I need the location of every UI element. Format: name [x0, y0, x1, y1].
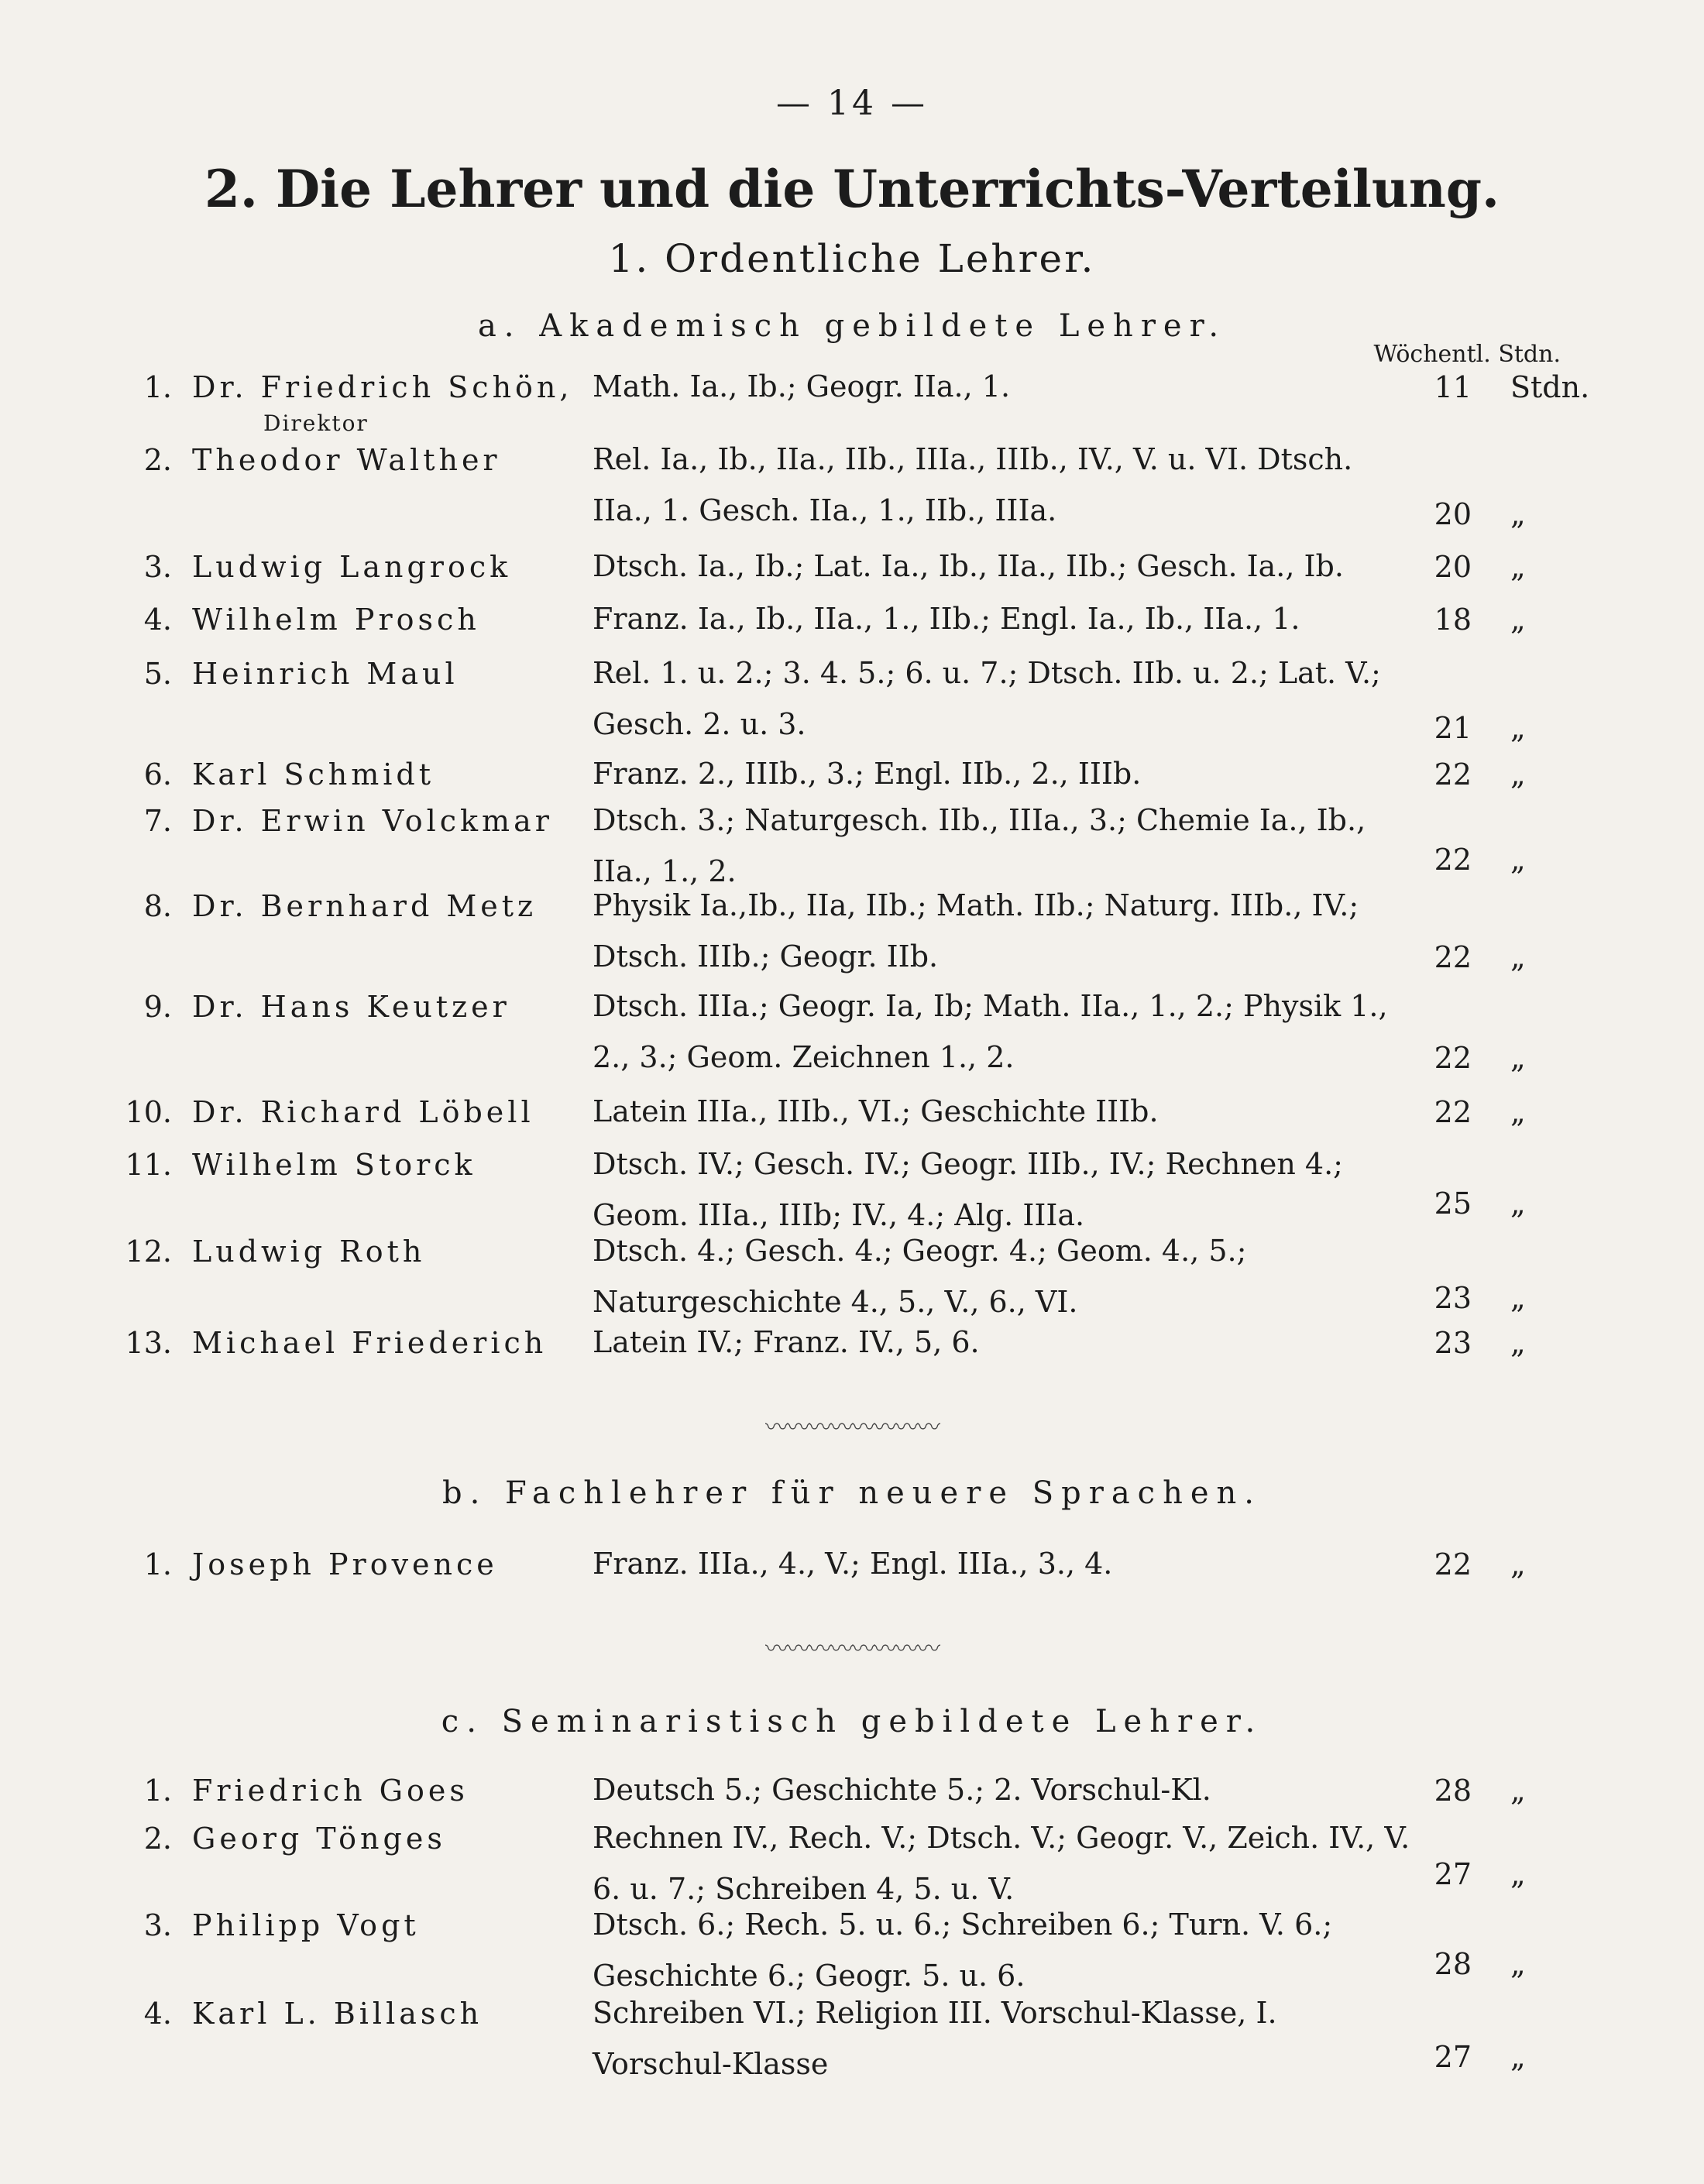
teacher-subjects: Deutsch 5.; Geschichte 5.; 2. Vorschul-Kl.	[593, 1773, 1211, 1807]
page-title: 2. Die Lehrer und die Unterrichts-Verteilung.	[204, 159, 1500, 219]
teacher-hours: 21	[1434, 711, 1472, 745]
teacher-hours: 22	[1434, 940, 1472, 974]
teacher-number: 3.	[143, 1908, 172, 1942]
teacher-hours-unit: Stdn.	[1510, 370, 1590, 404]
teacher-name: Wilhelm Prosch	[192, 603, 480, 637]
teacher-name: Ludwig Roth	[192, 1235, 426, 1269]
teacher-number: 11.	[125, 1148, 172, 1182]
teacher-hours-unit: „	[1510, 843, 1526, 877]
section-c-heading: c. Seminaristisch gebildete Lehrer.	[441, 1704, 1263, 1739]
teacher-subjects: Dtsch. 3.; Naturgesch. IIb., IIIa., 3.; Chemie Ia., Ib., IIa., 1., 2.	[593, 803, 1366, 888]
teacher-hours: 27	[1434, 2040, 1472, 2074]
teacher-subjects: Rechnen IV., Rech. V.; Dtsch. V.; Geogr. V., Zeich. IV., V. 6. u. 7.; Schreiben 4, 5. u. V.	[593, 1821, 1410, 1906]
teacher-number: 2.	[143, 1822, 172, 1856]
teacher-subjects: Franz. 2., IIIb., 3.; Engl. IIb., 2., IIIb.	[593, 757, 1142, 791]
teacher-number: 7.	[143, 804, 172, 838]
teacher-hours-unit: „	[1510, 1547, 1526, 1581]
teacher-subjects: Physik Ia.,Ib., IIa, IIb.; Math. IIb.; Naturg. IIIb., IV.; Dtsch. IIIb.; Geogr. IIb.	[593, 888, 1359, 974]
teacher-name: Wilhelm Storck	[192, 1148, 476, 1182]
teacher-subjects: Dtsch. Ia., Ib.; Lat. Ia., Ib., IIa., IIb.; Gesch. Ia., Ib.	[593, 549, 1344, 583]
teacher-name: Karl L. Billasch	[192, 1997, 483, 2031]
column-header: Wöchentl. Stdn.	[1373, 341, 1561, 368]
teacher-name: Dr. Hans Keutzer	[192, 990, 510, 1024]
teacher-subjects: Rel. Ia., Ib., IIa., IIb., IIIa., IIIb., IV., V. u. VI. Dtsch. IIa., 1. Gesch. IIa., 1., IIb., IIIa.	[593, 442, 1353, 527]
teacher-name: Karl Schmidt	[192, 757, 435, 792]
teacher-number: 2.	[143, 443, 172, 477]
teacher-subjects: Dtsch. IV.; Gesch. IV.; Geogr. IIIb., IV.; Rechnen 4.; Geom. IIIa., IIIb; IV., 4.; Alg. IIIa.	[593, 1147, 1343, 1232]
section-a-heading: a. Akademisch gebildete Lehrer.	[477, 308, 1227, 344]
teacher-subjects: Dtsch. 6.; Rech. 5. u. 6.; Schreiben 6.; Turn. V. 6.; Geschichte 6.; Geogr. 5. u. 6.	[593, 1908, 1333, 1993]
teacher-name: Joseph Provence	[192, 1547, 498, 1581]
teacher-name: Dr. Bernhard Metz	[192, 889, 538, 923]
teacher-hours: 22	[1434, 1547, 1472, 1581]
teacher-hours-unit: „	[1510, 757, 1526, 792]
teacher-hours-unit: „	[1510, 2040, 1526, 2074]
teacher-subjects: Math. Ia., Ib.; Geogr. IIa., 1.	[593, 369, 1011, 403]
teacher-hours-unit: „	[1510, 603, 1526, 637]
subtitle: 1. Ordentliche Lehrer.	[608, 236, 1096, 281]
teacher-number: 6.	[143, 757, 172, 792]
teacher-name: Heinrich Maul	[192, 657, 459, 691]
teacher-hours: 22	[1434, 757, 1472, 792]
teacher-hours-unit: „	[1510, 1857, 1526, 1891]
teacher-name: Theodor Walther	[192, 443, 501, 477]
teacher-name: Georg Tönges	[192, 1822, 446, 1856]
teacher-subjects: Schreiben VI.; Religion III. Vorschul-Klasse, I. Vorschul-Klasse	[593, 1996, 1277, 2081]
teacher-number: 1.	[143, 1547, 172, 1581]
teacher-subjects: Dtsch. 4.; Gesch. 4.; Geogr. 4.; Geom. 4., 5.; Naturgeschichte 4., 5., V., 6., VI.	[593, 1234, 1247, 1319]
teacher-number: 9.	[143, 990, 172, 1024]
teacher-number: 1.	[143, 1774, 172, 1808]
teacher-number: 12.	[125, 1235, 172, 1269]
teacher-hours: 22	[1434, 1041, 1472, 1075]
teacher-number: 13.	[125, 1326, 172, 1360]
teacher-subjects: Franz. IIIa., 4., V.; Engl. IIIa., 3., 4.	[593, 1547, 1113, 1581]
teacher-subjects: Latein IIIa., IIIb., VI.; Geschichte IIIb.	[593, 1094, 1159, 1128]
teacher-hours: 18	[1434, 603, 1472, 637]
teacher-number: 3.	[143, 550, 172, 584]
teacher-hours: 23	[1434, 1281, 1472, 1315]
teacher-hours-unit: „	[1510, 497, 1526, 531]
teacher-name: Philipp Vogt	[192, 1908, 420, 1942]
teacher-hours: 28	[1434, 1947, 1472, 1981]
teacher-hours-unit: „	[1510, 1095, 1526, 1129]
teacher-name: Dr. Friedrich Schön,	[192, 370, 573, 404]
teacher-name: Dr. Erwin Volckmar	[192, 804, 553, 838]
teacher-number: 4.	[143, 1997, 172, 2031]
teacher-subjects: Dtsch. IIIa.; Geogr. Ia, Ib; Math. IIa., 1., 2.; Physik 1., 2., 3.; Geom. Zeichnen 1., 2.	[593, 989, 1388, 1074]
teacher-hours: 20	[1434, 497, 1472, 531]
teacher-hours-unit: „	[1510, 1326, 1526, 1360]
teacher-number: 8.	[143, 889, 172, 923]
teacher-hours-unit: „	[1510, 1281, 1526, 1315]
teacher-hours: 23	[1434, 1326, 1472, 1360]
teacher-name: Friedrich Goes	[192, 1774, 469, 1808]
teacher-hours: 25	[1434, 1186, 1472, 1221]
section-b-heading: b. Fachlehrer für neuere Sprachen.	[441, 1475, 1262, 1511]
teacher-subjects: Latein IV.; Franz. IV., 5, 6.	[593, 1325, 980, 1359]
page-number: — 14 —	[776, 84, 928, 123]
teacher-number: 5.	[143, 657, 172, 691]
teacher-hours-unit: „	[1510, 1186, 1526, 1221]
teacher-hours-unit: „	[1510, 1947, 1526, 1981]
teacher-hours-unit: „	[1510, 550, 1526, 584]
teacher-subjects: Rel. 1. u. 2.; 3. 4. 5.; 6. u. 7.; Dtsch. IIb. u. 2.; Lat. V.; Gesch. 2. u. 3.	[593, 656, 1381, 741]
teacher-name: Michael Friederich	[192, 1326, 548, 1360]
teacher-role: Direktor	[263, 410, 369, 436]
teacher-hours-unit: „	[1510, 940, 1526, 974]
teacher-name: Ludwig Langrock	[192, 550, 512, 584]
teacher-hours: 11	[1434, 370, 1472, 404]
section-divider: 〰〰〰〰〰〰〰〰	[765, 1414, 939, 1441]
teacher-hours: 27	[1434, 1857, 1472, 1891]
teacher-hours-unit: „	[1510, 1041, 1526, 1075]
section-divider: 〰〰〰〰〰〰〰〰	[765, 1636, 939, 1663]
teacher-hours-unit: „	[1510, 711, 1526, 745]
teacher-hours: 22	[1434, 1095, 1472, 1129]
teacher-hours-unit: „	[1510, 1774, 1526, 1808]
teacher-subjects: Franz. Ia., Ib., IIa., 1., IIb.; Engl. Ia., Ib., IIa., 1.	[593, 602, 1300, 636]
teacher-number: 4.	[143, 603, 172, 637]
teacher-name: Dr. Richard Löbell	[192, 1095, 534, 1129]
teacher-number: 10.	[125, 1095, 172, 1129]
teacher-hours: 20	[1434, 550, 1472, 584]
teacher-hours: 28	[1434, 1774, 1472, 1808]
teacher-number: 1.	[143, 370, 172, 404]
teacher-hours: 22	[1434, 843, 1472, 877]
